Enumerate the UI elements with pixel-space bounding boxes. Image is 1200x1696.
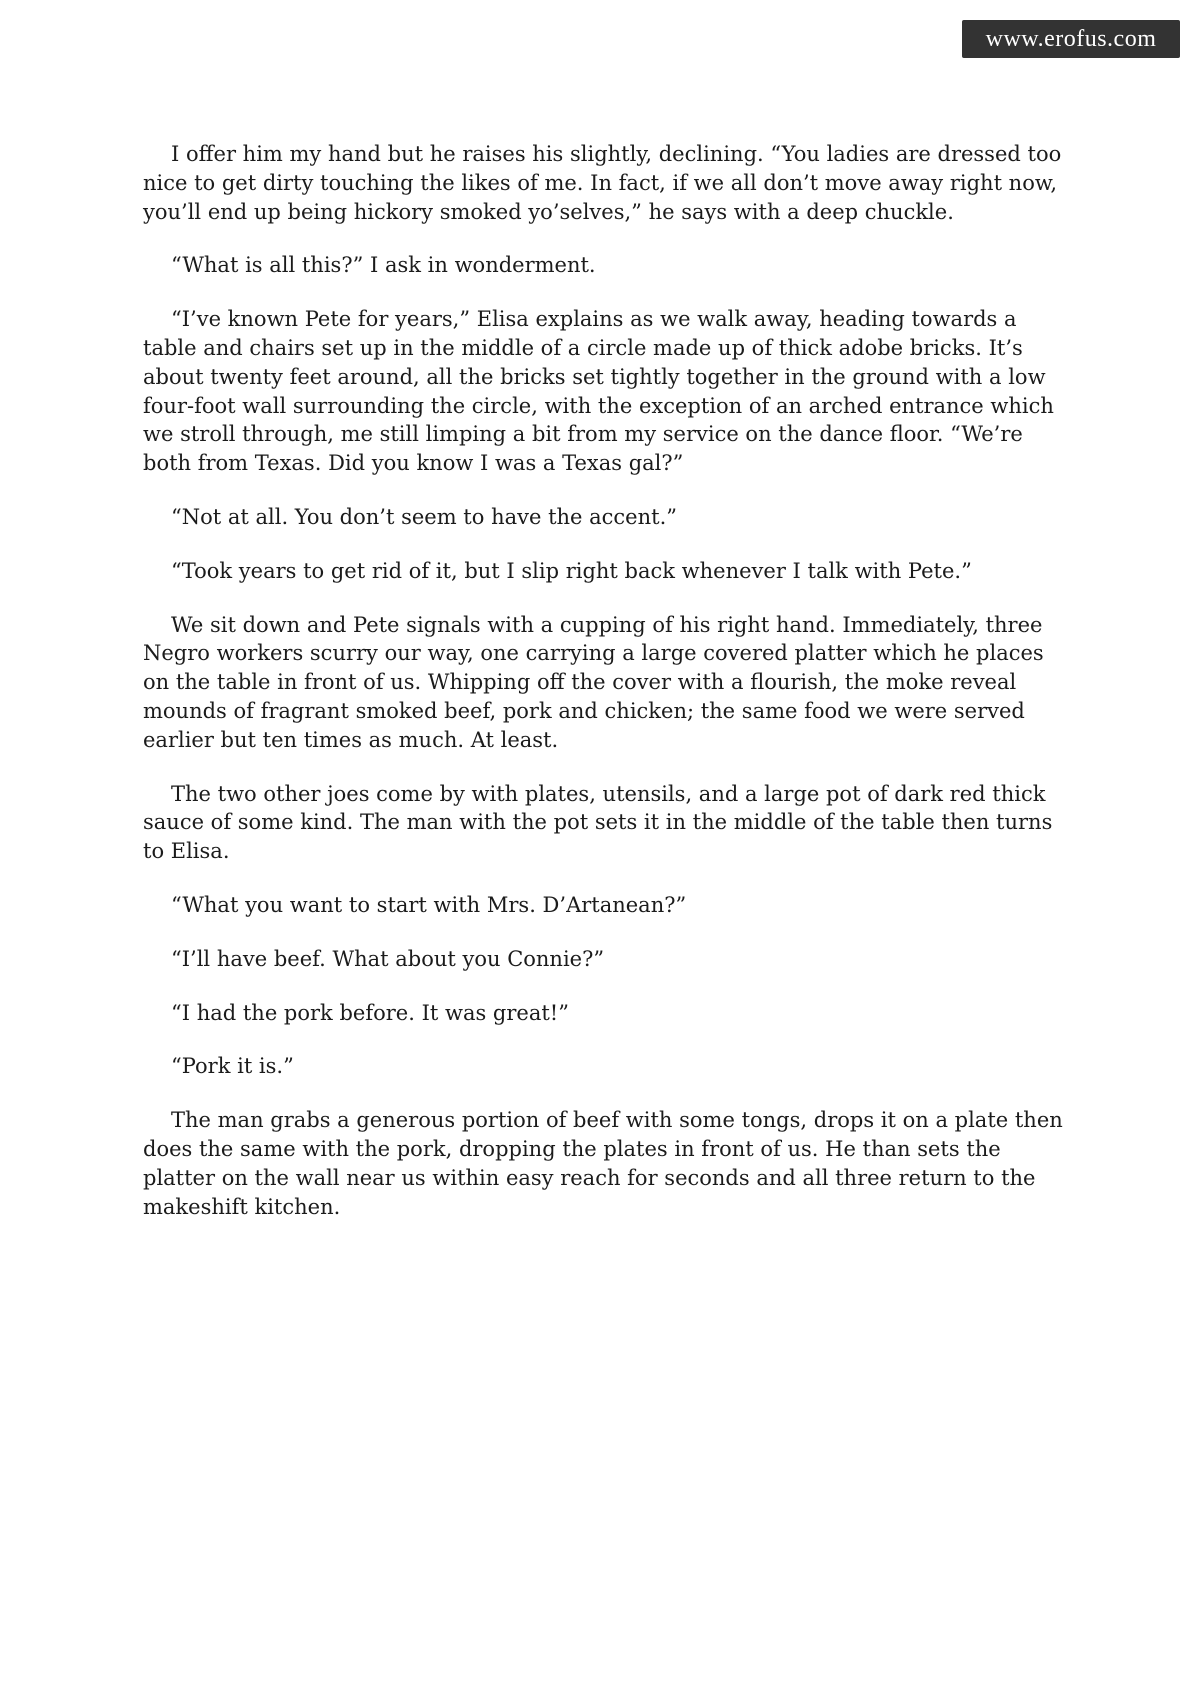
- site-watermark: www.erofus.com: [962, 20, 1180, 58]
- paragraph-2: “What is all this?” I ask in wonderment.: [171, 253, 596, 278]
- paragraph-9: “I’ll have beef. What about you Connie?”: [171, 946, 605, 971]
- paragraph-7: The two other joes come by with plates, utensils, and a large pot of dark red thick sauce of some kind. The man with the pot sets it in the middle of the table then turns to Elisa.: [143, 781, 1053, 864]
- paragraph-1: I offer him my hand but he raises his slightly, declining. “You ladies are dressed too nice to get dirty touching the likes of me. In fact, if we all don’t move away right now, you’ll end up being hickory smoked yo’selves,” he says with a deep chuckle.: [143, 142, 1062, 224]
- paragraph-3: “I’ve known Pete for years,” Elisa explains as we walk away, heading towards a table and chairs set up in the middle of a circle made up of thick adobe bricks. It’s about twenty feet around, all the bricks set tightly together in the ground with a low four-foot wall surrounding the circle, with the exception of an arched entrance which we stroll through, me still limping a bit from my service on the dance floor. “We’re both from Texas. Did you know I was a Texas gal?”: [143, 307, 1054, 476]
- paragraph-5: “Took years to get rid of it, but I slip right back whenever I talk with Pete.”: [171, 558, 972, 583]
- paragraph-8: “What you want to start with Mrs. D’Artanean?”: [171, 892, 687, 917]
- paragraph-4: “Not at all. You don’t seem to have the accent.”: [171, 504, 677, 529]
- page-text: [143, 140, 1069, 1246]
- paragraph-6: We sit down and Pete signals with a cupping of his right hand. Immediately, three Negro workers scurry our way, one carrying a large covered platter which he places on the table in front of us. Whipping off the cover with a flourish, the moke reveal mounds of fragrant smoked beef, pork and chicken; the same food we were served earlier but ten times as much. At least.: [143, 612, 1044, 752]
- paragraph-12: The man grabs a generous portion of beef with some tongs, drops it on a plate then does the same with the pork, dropping the plates in front of us. He than sets the platter on the wall near us within easy reach for seconds and all three return to the makeshift kitchen.: [143, 1108, 1063, 1219]
- paragraph-10: “I had the pork before. It was great!”: [171, 1000, 569, 1025]
- paragraph-11: “Pork it is.”: [171, 1054, 294, 1079]
